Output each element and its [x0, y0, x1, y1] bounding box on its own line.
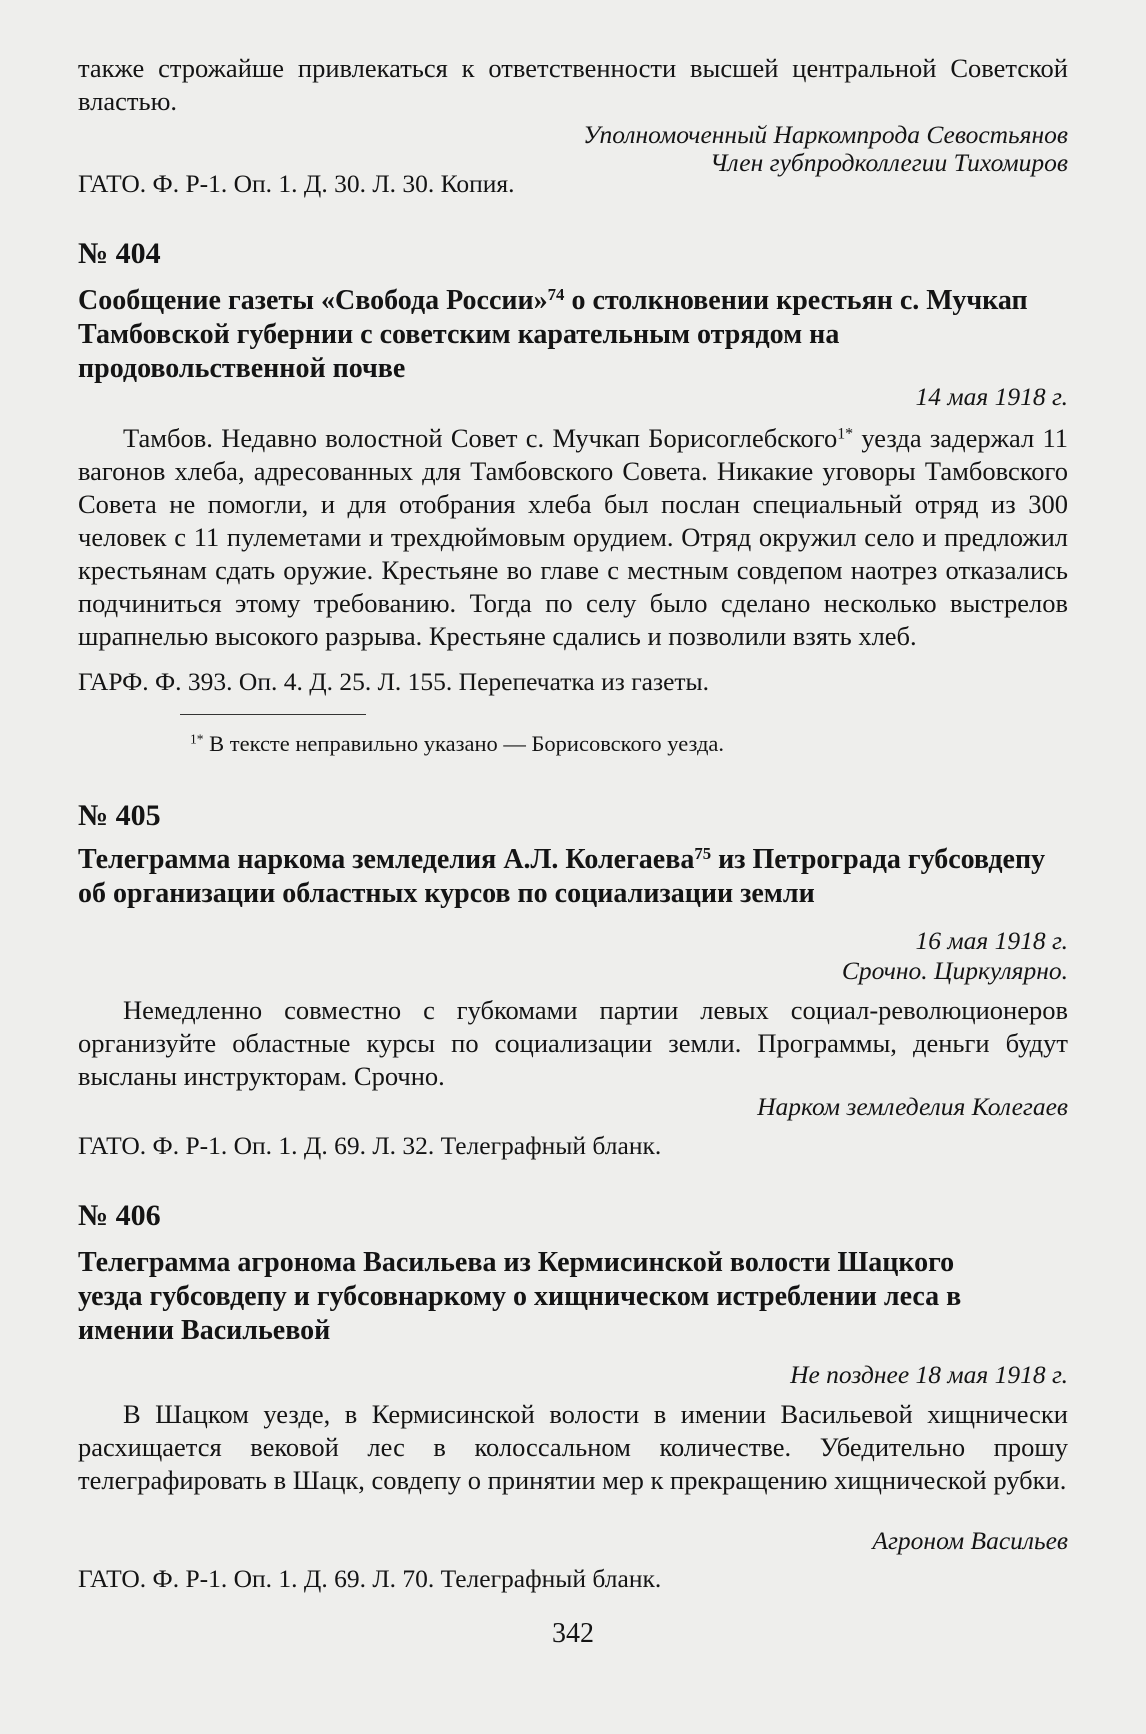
doc405-signature: Нарком земледелия Колегаев	[757, 1092, 1068, 1121]
doc405-title-b: из Петрограда губсовдепу об организации областных курсов по социализации земли	[78, 844, 1046, 909]
doc404-number: № 404	[78, 237, 161, 270]
doc405-mark: Срочно. Циркулярно.	[841, 956, 1068, 985]
doc404-title-b: о столкновении крестьян с. Мучкап Тамбовской губернии с советским карательным отрядом на продовольственной почве	[78, 285, 1028, 384]
doc404-footnote	[78, 730, 1068, 758]
doc406-date: Не позднее 18 мая 1918 г.	[790, 1360, 1068, 1389]
doc406-text: В Шацком уезде, в Кермисинской волости в имении Васильевой хищнически расхищается вековой лес в колоссальном количестве. Убедительно прошу телеграфировать в Шацк, совдепу о принятии мер к прекращению хищнической рубки.	[78, 1399, 1068, 1495]
doc405-title-a: Телеграмма наркома земледелия А.Л. Колегаева	[78, 844, 695, 875]
intro-signature-2: Член губпродколлегии Тихомиров	[709, 148, 1068, 177]
doc405-archive-ref: ГАТО. Ф. Р-1. Оп. 1. Д. 69. Л. 32. Телеграфный бланк.	[78, 1131, 662, 1160]
doc406-title: Телеграмма агронома Васильева из Кермисинской волости Шацкого уезда губсовдепу и губсовнаркому о хищническом истреблении леса в имении Васильевой	[78, 1247, 962, 1346]
doc404-title	[78, 284, 1068, 386]
doc404-footnote-text: В тексте неправильно указано — Борисовского уезда.	[203, 731, 725, 756]
doc404-title-note: 74	[547, 284, 565, 304]
doc406-archive-ref: ГАТО. Ф. Р-1. Оп. 1. Д. 69. Л. 70. Телеграфный бланк.	[78, 1564, 662, 1593]
intro-text: также строжайше привлекаться к ответственности высшей центральной Советской властью.	[78, 53, 1068, 116]
doc405-date: 16 мая 1918 г.	[915, 926, 1068, 955]
doc406-number: № 406	[78, 1199, 161, 1232]
doc404-text	[78, 422, 1068, 653]
intro-archive-ref: ГАТО. Ф. Р-1. Оп. 1. Д. 30. Л. 30. Копия.	[78, 169, 515, 198]
doc404-footnote-mark: 1*	[190, 731, 204, 747]
doc404-text-note: 1*	[837, 425, 854, 443]
doc404-date: 14 мая 1918 г.	[915, 382, 1068, 411]
doc404-title-a: Сообщение газеты «Свобода России»	[78, 285, 548, 316]
doc405-title-note: 75	[694, 843, 712, 863]
doc405-number: № 405	[78, 799, 161, 832]
doc405-text: Немедленно совместно с губкомами партии левых социал-революционеров организуйте областные курсы по социализации земли. Программы, деньги будут высланы инструкторам. Срочно.	[78, 995, 1068, 1091]
intro-signature-1: Уполномоченный Наркомпрода Севостьянов	[583, 120, 1068, 149]
doc405-title	[78, 843, 1068, 911]
page-number: 342	[552, 1618, 594, 1649]
footnote-rule	[180, 714, 366, 715]
doc404-text-b: уезда задержал 11 вагонов хлеба, адресованных для Тамбовского Совета. Никакие уговоры Тамбовского Совета не помогли, и для отобрания хлеба был послан специальный отряд из 300 человек с 11 пулеметами и трехдюймовым орудием. Отряд окружил село и предложил крестьянам сдать оружие. Крестьяне во главе с местным совдепом наотрез отказались подчиниться этому требованию. Тогда по селу было сделано несколько выстрелов шрапнелью высокого разрыва. Крестьяне сдались и позволили взять хлеб.	[78, 423, 1068, 651]
doc404-archive-ref: ГАРФ. Ф. 393. Оп. 4. Д. 25. Л. 155. Перепечатка из газеты.	[78, 667, 710, 696]
doc406-signature: Агроном Васильев	[872, 1526, 1068, 1555]
doc404-text-a: Тамбов. Недавно волостной Совет с. Мучкап Борисоглебского	[123, 423, 838, 453]
